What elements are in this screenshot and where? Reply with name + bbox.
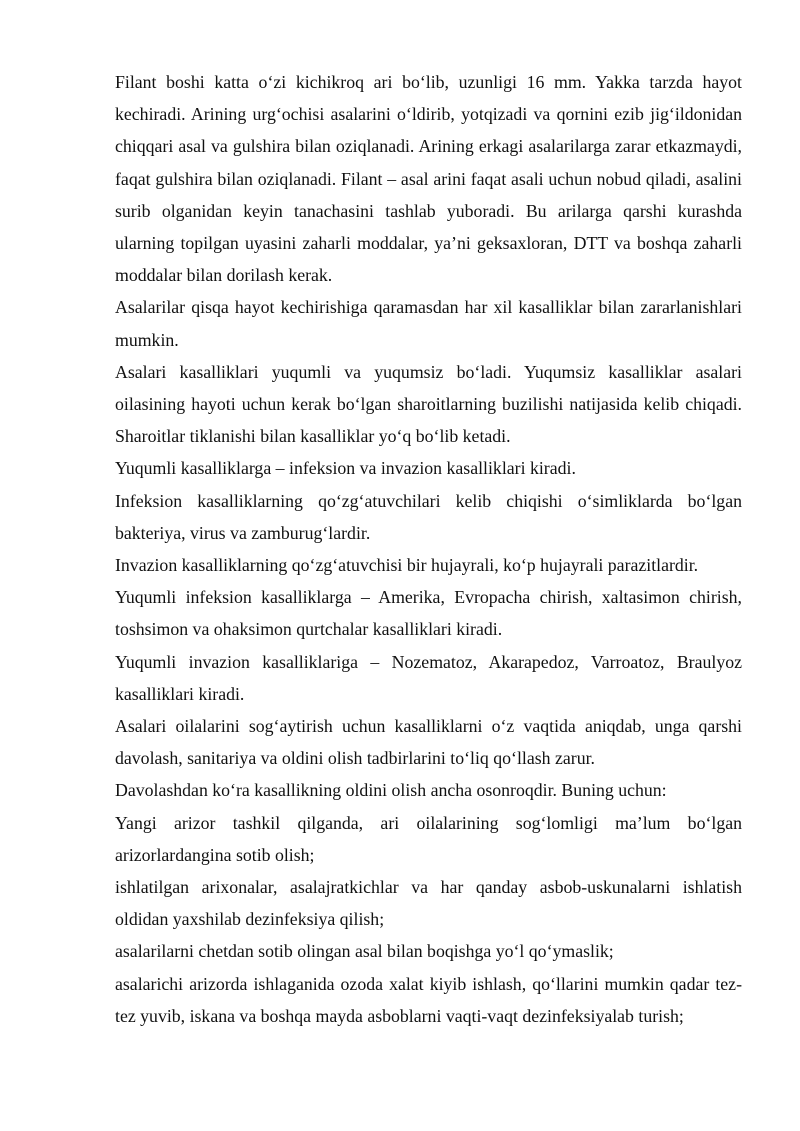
- list-item-disinfection: ishlatilgan arixonalar, asalajratkichlar va har qanday asbob-uskunalarni ishlatish oldidan yaxshilab dezinfeksiya qilish;: [115, 877, 742, 930]
- paragraph-disease-types: Asalari kasalliklari yuqumli va yuqumsiz bo‘ladi. Yuqumsiz kasalliklar asalari oilasining hayoti uchun kerak bo‘lgan sharoitlarning buzilishi natijasida kelib chiqadi. Sharoitlar tiklanishi bilan kasalliklar yo‘q bo‘lib ketadi.: [115, 361, 742, 447]
- list-item-no-outside-honey: asalarilarni chetdan sotib olingan asal bilan boqishga yo‘l qo‘ymaslik;: [115, 941, 614, 962]
- paragraph-short-life: Asalarilar qisqa hayot kechirishiga qaramasdan har xil kasalliklar bilan zararlanishlari mumkin.: [115, 297, 742, 350]
- paragraph-prevention-intro: Davolashdan ko‘ra kasallikning oldini olish ancha osonroqdir. Buning uchun:: [115, 780, 667, 801]
- paragraph-infectious-list: Yuqumli infeksion kasalliklarga – Amerika, Evropacha chirish, xaltasimon chirish, toshsimon va ohaksimon qurtchalar kasalliklari kiradi.: [115, 587, 742, 640]
- list-item-healthy-colonies: Yangi arizor tashkil qilganda, ari oilalarining sog‘lomligi ma’lum bo‘lgan arizorlardangina sotib olish;: [115, 812, 742, 865]
- paragraph-invasion-agents: Invazion kasalliklarning qo‘zg‘atuvchisi bir hujayrali, ko‘p hujayrali parazitlardir.: [115, 555, 699, 576]
- paragraph-infection-agents: Infeksion kasalliklarning qo‘zg‘atuvchilari kelib chiqishi o‘simliklarda bo‘lgan bakteriya, virus va zamburug‘lardir.: [115, 490, 742, 543]
- paragraph-filant: Filant boshi katta o‘zi kichikroq ari bo‘lib, uzunligi 16 mm. Yakka tarzda hayot kechiradi. Arining urg‘ochisi asalarini o‘ldirib, yotqizadi va qornini ezib jig‘ildonidan chiqqari asal va gulshira bilan oziqlanadi. Arining erkagi asalarilarga zarar etkazmaydi, faqat gulshira bilan oziqlanadi. Filant – asal arini faqat asali uchun nobud qiladi, asalini surib olganidan keyin tanachasini tashlab yuboradi. Bu arilarga qarshi kurashda ularning topilgan uyasini zaharli moddalar, ya’ni geksaxloran, DTT va boshqa zaharli moddalar bilan dorilash kerak.: [115, 72, 742, 286]
- list-item-hygiene: asalarichi arizorda ishlaganida ozoda xalat kiyib ishlash, qo‘llarini mumkin qadar tez-tez yuvib, iskana va boshqa mayda asboblarni vaqti-vaqt dezinfeksiyalab turish;: [115, 973, 742, 1026]
- document-page: [115, 66, 742, 1032]
- paragraph-infectious-groups: Yuqumli kasalliklarga – infeksion va invazion kasalliklari kiradi.: [115, 458, 576, 479]
- paragraph-invasive-list: Yuqumli invazion kasalliklariga – Nozematoz, Akarapedoz, Varroatoz, Braulyoz kasalliklari kiradi.: [115, 651, 742, 704]
- paragraph-treatment: Asalari oilalarini sog‘aytirish uchun kasalliklarni o‘z vaqtida aniqdab, unga qarshi davolash, sanitariya va oldini olish tadbirlarini to‘liq qo‘llash zarur.: [115, 716, 742, 769]
